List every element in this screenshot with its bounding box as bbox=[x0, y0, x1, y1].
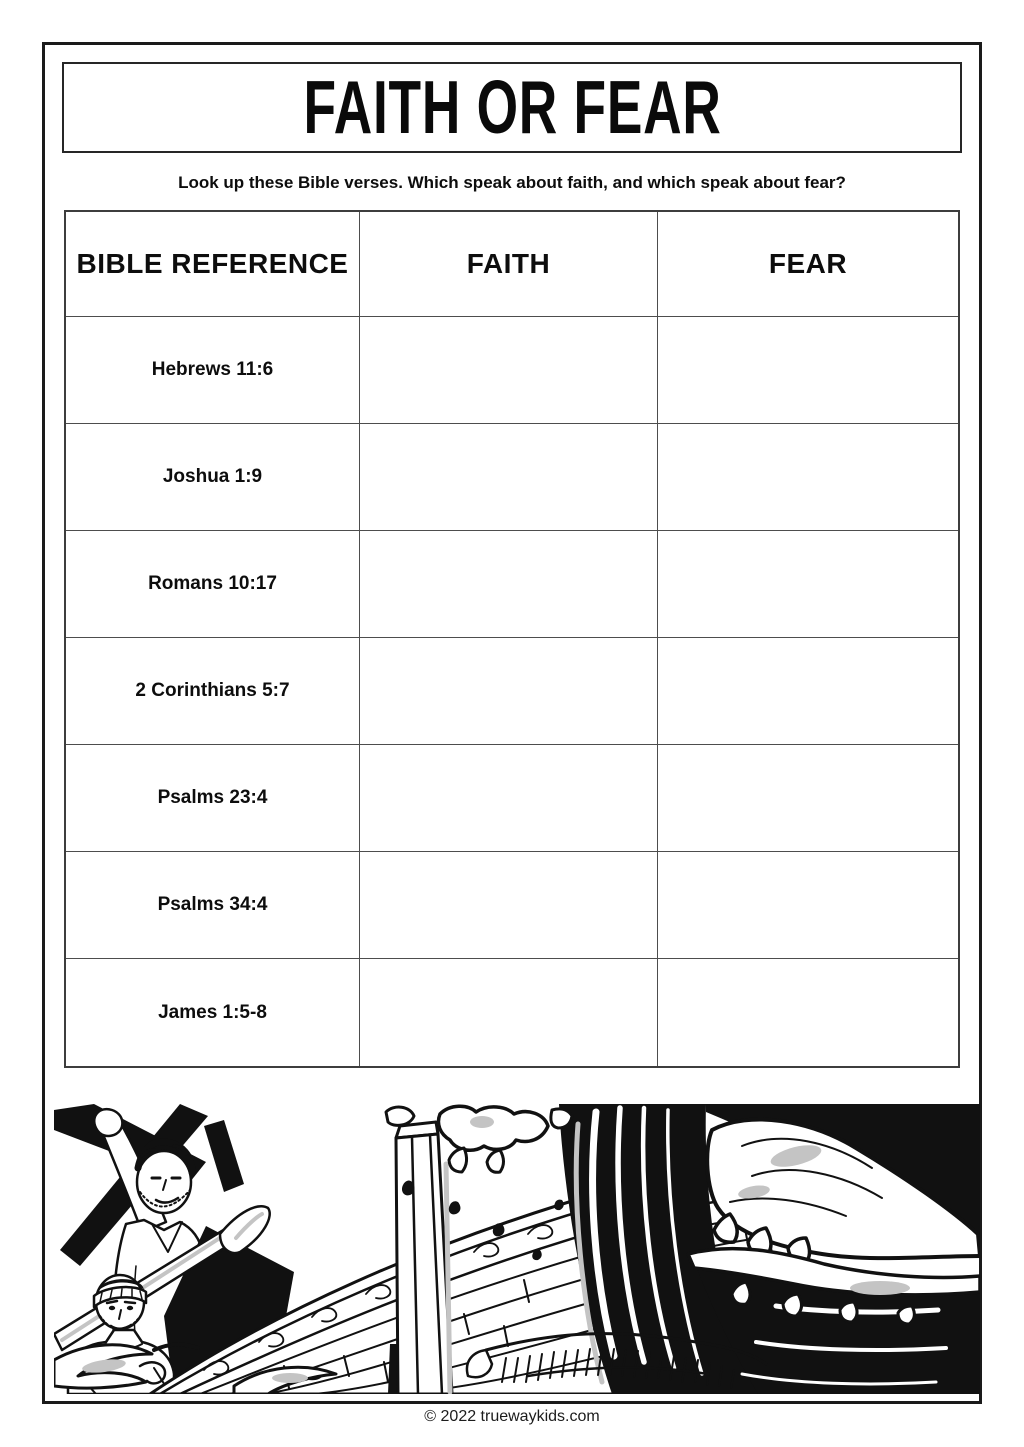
title-box bbox=[62, 62, 962, 153]
column-header-bible-reference: BIBLE REFERENCE bbox=[66, 212, 360, 317]
bible-reference-cell: 2 Corinthians 5:7 bbox=[66, 638, 360, 745]
column-header-fear: FEAR bbox=[658, 212, 958, 317]
fear-answer-cell[interactable] bbox=[658, 317, 958, 424]
faith-answer-cell[interactable] bbox=[360, 638, 658, 745]
faith-answer-cell[interactable] bbox=[360, 745, 658, 852]
bible-reference-cell: Romans 10:17 bbox=[66, 531, 360, 638]
bible-reference-cell: Hebrews 11:6 bbox=[66, 317, 360, 424]
stern-post bbox=[388, 1122, 452, 1394]
bible-reference-cell: Psalms 23:4 bbox=[66, 745, 360, 852]
footer-copyright: © 2022 truewaykids.com bbox=[424, 1408, 600, 1425]
fear-answer-cell[interactable] bbox=[658, 959, 958, 1066]
fear-answer-cell[interactable] bbox=[658, 852, 958, 959]
fear-answer-cell[interactable] bbox=[658, 638, 958, 745]
faith-answer-cell[interactable] bbox=[360, 317, 658, 424]
faith-answer-cell[interactable] bbox=[360, 531, 658, 638]
page-title: FAITH OR FEAR bbox=[302, 65, 722, 150]
column-header-faith: FAITH bbox=[360, 212, 658, 317]
faith-answer-cell[interactable] bbox=[360, 852, 658, 959]
fear-answer-cell[interactable] bbox=[658, 745, 958, 852]
faith-answer-cell[interactable] bbox=[360, 959, 658, 1066]
instruction-text: Look up these Bible verses. Which speak about faith, and which speak about fear? bbox=[178, 173, 846, 192]
worksheet-table bbox=[64, 210, 960, 1068]
fear-answer-cell[interactable] bbox=[658, 531, 958, 638]
wave-crest bbox=[706, 1104, 980, 1264]
faith-answer-cell[interactable] bbox=[360, 424, 658, 531]
bible-reference-cell: Psalms 34:4 bbox=[66, 852, 360, 959]
bible-reference-cell: Joshua 1:9 bbox=[66, 424, 360, 531]
storm-boat-illustration bbox=[54, 1104, 980, 1394]
bible-reference-cell: James 1:5-8 bbox=[66, 959, 360, 1066]
fear-answer-cell[interactable] bbox=[658, 424, 958, 531]
